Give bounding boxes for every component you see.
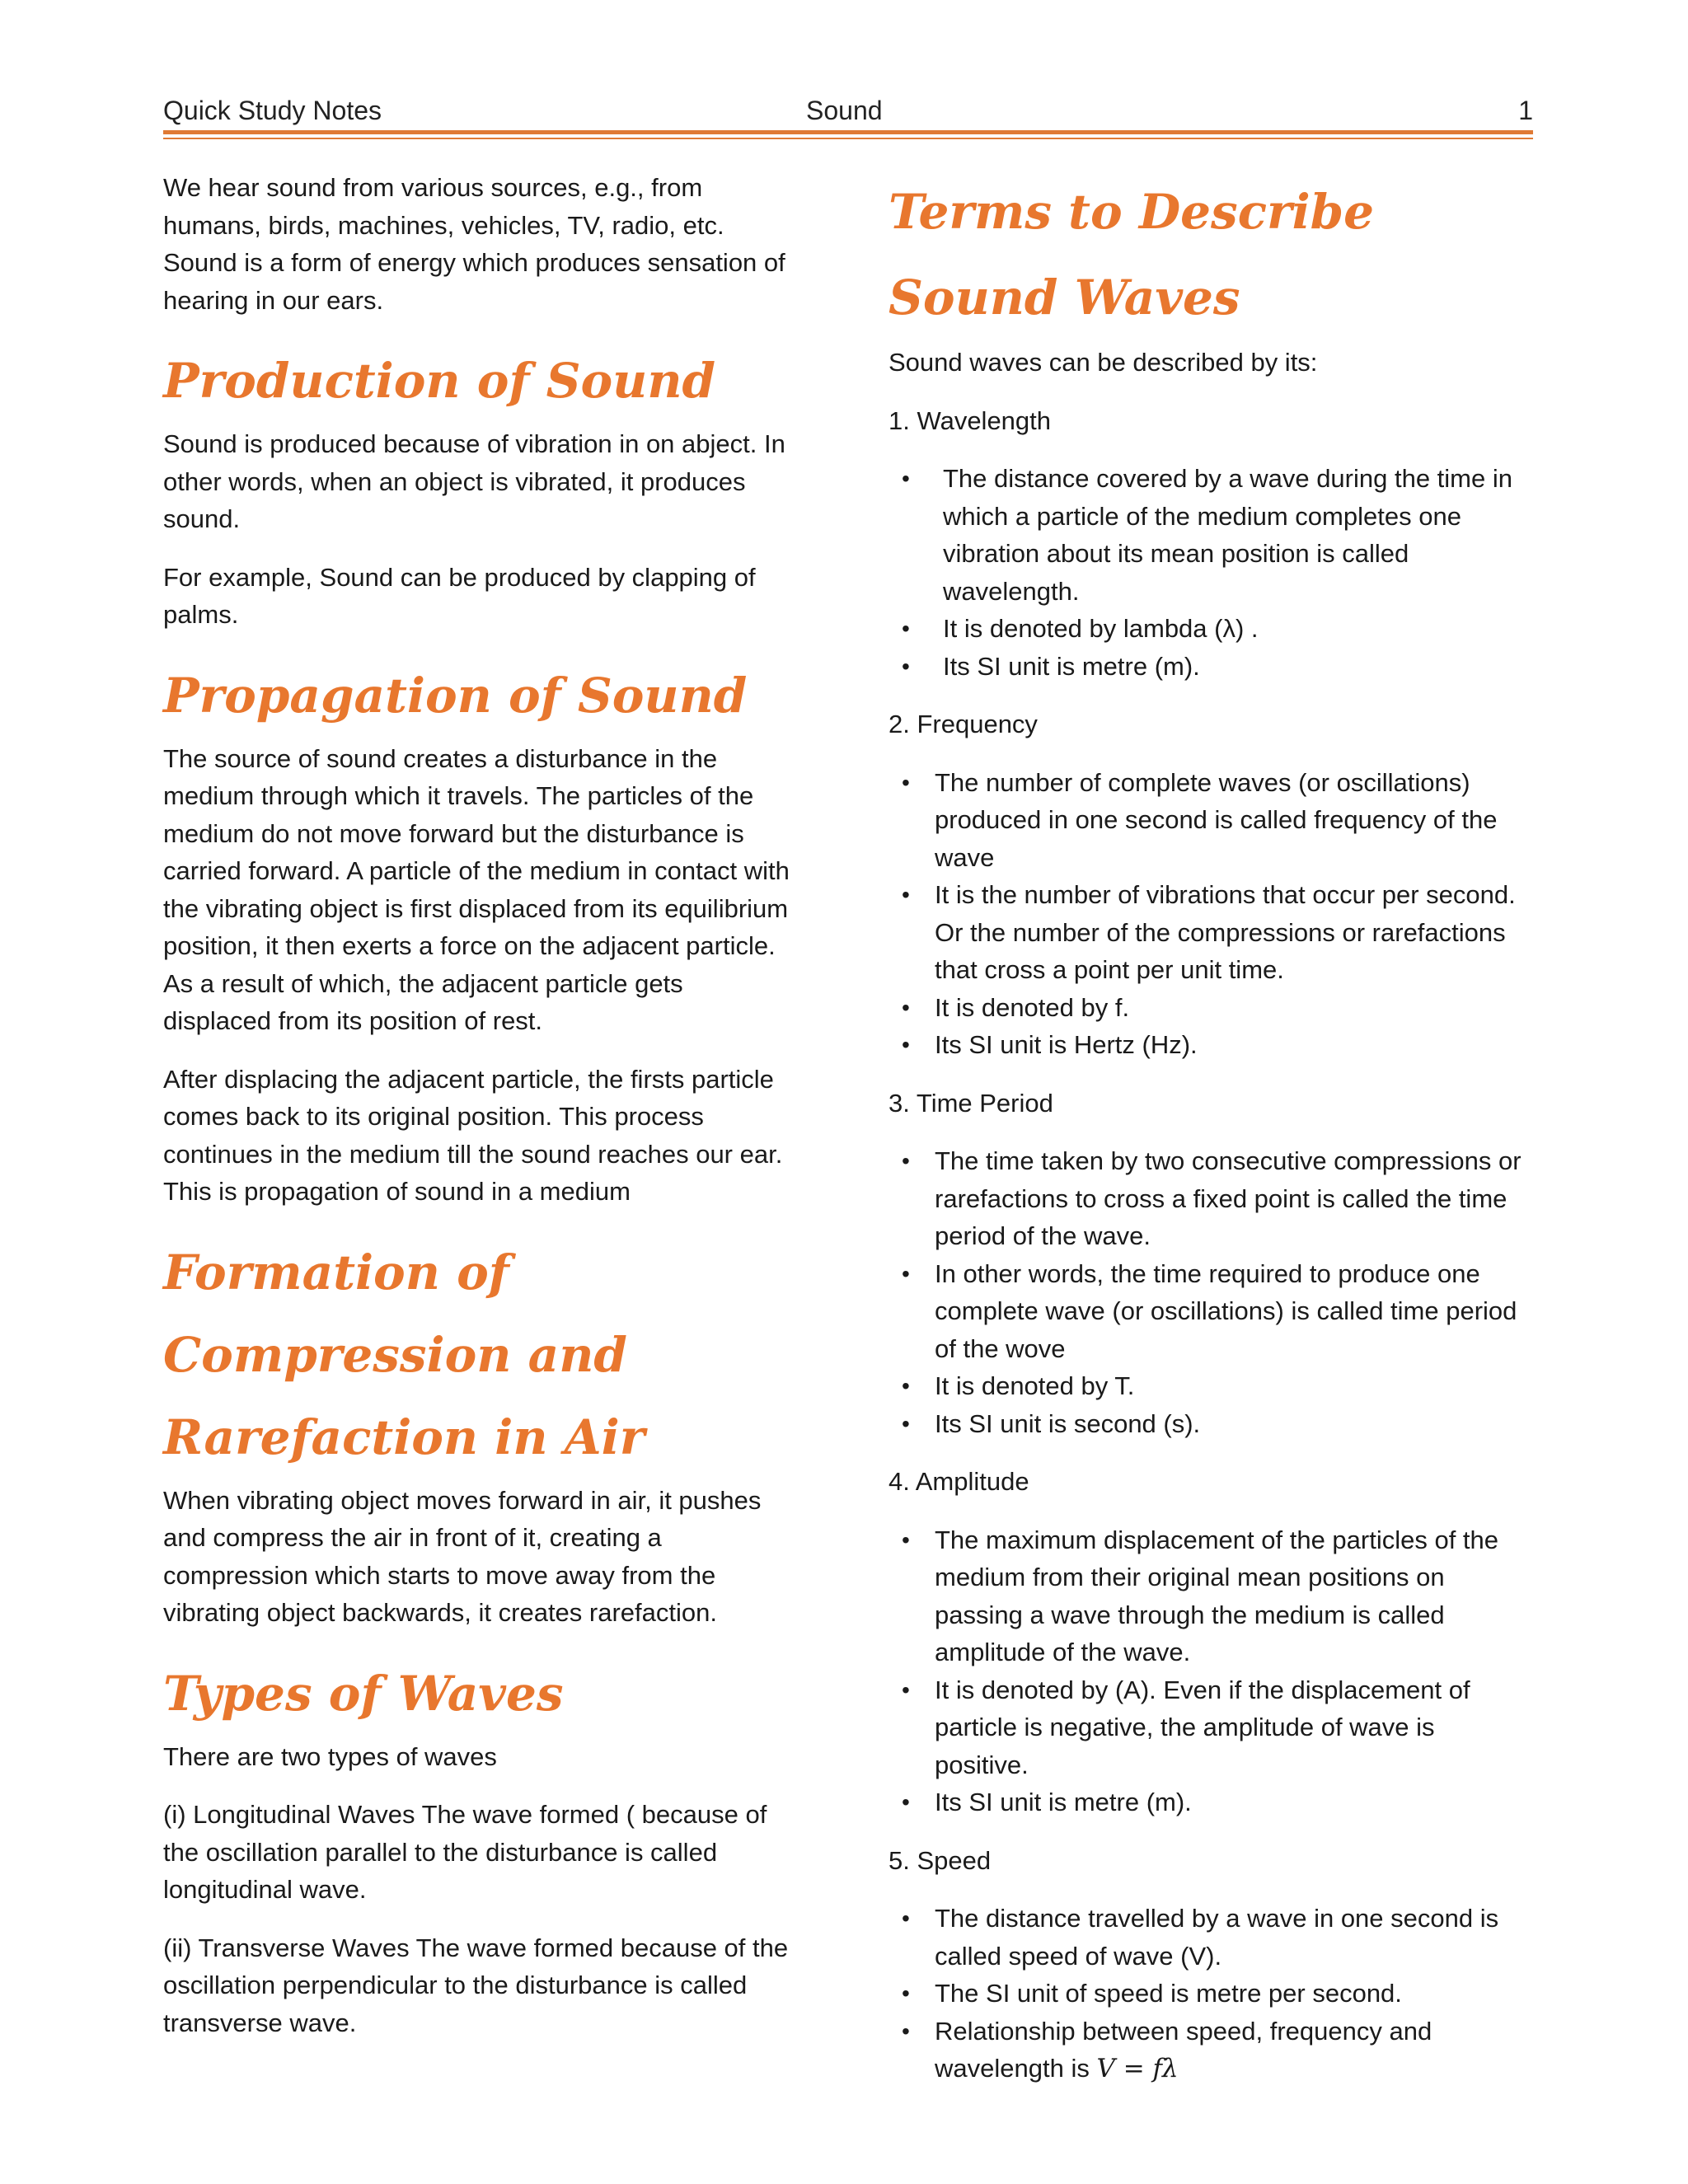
- bullet-icon: •: [902, 1676, 910, 1703]
- list-item: • Its SI unit is metre (m).: [889, 1783, 1531, 1821]
- term-wavelength-title: 1. Wavelength: [889, 405, 1052, 435]
- heading-propagation: Propagation of Sound: [163, 667, 748, 724]
- bullet-icon: •: [902, 1905, 910, 1931]
- bullet-icon: •: [902, 1373, 910, 1399]
- bullet-icon: •: [902, 1410, 910, 1436]
- terms-intro: Sound waves can be described by its:: [889, 348, 1318, 377]
- bullet-icon: •: [902, 2018, 910, 2044]
- amplitude-list: [889, 1521, 1531, 1821]
- formation-paragraph: When vibrating object moves forward in air, it pushes and compress the air in front of it, creating a compression which starts to move away from the vibrating object backwards, it creates rarefaction.: [163, 1485, 762, 1627]
- speed-list: [889, 1900, 1531, 2088]
- page-number: 1: [1518, 96, 1533, 125]
- list-item: • The maximum displacement of the particles of the medium from their original mean positions on passing a wave through the medium is called amplitude of the wave.: [889, 1521, 1531, 1671]
- production-paragraph-1: Sound is produced because of vibration in on abject. In other words, when an object is vibrated, it produces sound.: [163, 429, 785, 533]
- list-item: • It is denoted by T.: [889, 1367, 1531, 1405]
- bullet-icon: •: [902, 466, 910, 491]
- propagation-paragraph-1: The source of sound creates a disturbance in the medium through which it travels. The particles of the medium do not move forward but the disturbance is carried forward. A particle of the medium in contact with the vibrating object is first displaced from its equilibrium position, it then exerts a force on the adjacent particle. As a result of which, the adjacent particle gets displaced from its position of rest.: [163, 743, 790, 1035]
- intro-paragraph: We hear sound from various sources, e.g., from humans, birds, machines, vehicles, TV, radio, etc. Sound is a form of energy which produces sensation of hearing in our ears.: [163, 173, 785, 315]
- term-amplitude-title: 4. Amplitude: [889, 1467, 1029, 1496]
- bullet-icon: •: [902, 1789, 910, 1815]
- bullet-icon: •: [902, 1032, 910, 1057]
- period-list: [889, 1142, 1531, 1442]
- speed-formula: V = fλ: [1096, 2054, 1179, 2083]
- bullet-icon: •: [902, 1148, 910, 1174]
- heading-types: Types of Waves: [163, 1665, 564, 1722]
- term-period-title: 3. Time Period: [889, 1088, 1053, 1118]
- list-item: • It is denoted by (A). Even if the displacement of particle is negative, the amplitude of wave is positive.: [889, 1671, 1531, 1784]
- types-paragraph-3: (ii) Transverse Waves The wave formed because of the oscillation perpendicular to the disturbance is called transverse wave.: [163, 1933, 789, 2037]
- header-rule: [163, 130, 1533, 134]
- list-item: • Relationship between speed, frequency and wavelength is V = fλ: [889, 2013, 1531, 2088]
- frequency-list: [889, 764, 1531, 1064]
- bullet-icon: •: [902, 1260, 910, 1286]
- list-item: • The distance travelled by a wave in one second is called speed of wave (V).: [889, 1900, 1531, 1975]
- list-item: • Its SI unit is Hertz (Hz).: [889, 1026, 1531, 1064]
- bullet-icon: •: [902, 616, 910, 641]
- page-header: [163, 91, 1533, 132]
- bullet-icon: •: [902, 882, 910, 907]
- list-item: • The time taken by two consecutive compressions or rarefactions to cross a fixed point is called the time period of the wave.: [889, 1142, 1531, 1255]
- list-item: • Its SI unit is second (s).: [889, 1405, 1531, 1443]
- header-rule-thin: [163, 138, 1533, 139]
- bullet-icon: •: [902, 1980, 910, 2006]
- bullet-icon: •: [902, 653, 910, 679]
- header-title: Quick Study Notes: [163, 96, 382, 125]
- heading-formation: Formation of Compression and Rarefaction in Air: [163, 1244, 645, 1465]
- list-item: • Its SI unit is metre (m).: [889, 648, 1531, 686]
- list-item: • It is denoted by f.: [889, 989, 1531, 1027]
- list-item: • The distance covered by a wave during the time in which a particle of the medium completes one vibration about its mean position is called wavelength.: [889, 460, 1531, 610]
- bullet-icon: •: [902, 994, 910, 1020]
- list-item: • It is denoted by lambda (λ) .: [889, 610, 1531, 648]
- left-column: [163, 169, 798, 2062]
- production-paragraph-2: For example, Sound can be produced by clapping of palms.: [163, 562, 756, 629]
- term-speed-title: 5. Speed: [889, 1845, 992, 1875]
- list-item: • It is the number of vibrations that occur per second. Or the number of the compressions or rarefactions that cross a point per unit time.: [889, 876, 1531, 989]
- header-topic: Sound: [806, 96, 883, 125]
- wavelength-list: [889, 460, 1531, 685]
- heading-terms: Terms to Describe Sound Waves: [889, 184, 1375, 326]
- types-paragraph-1: There are two types of waves: [163, 1741, 497, 1771]
- term-frequency-title: 2. Frequency: [889, 710, 1038, 738]
- heading-production: Production of Sound: [163, 353, 716, 409]
- bullet-icon: •: [902, 769, 910, 795]
- list-item: • The number of complete waves (or oscillations) produced in one second is called frequency of the wave: [889, 764, 1531, 877]
- list-item: • In other words, the time required to produce one complete wave (or oscillations) is called time period of the wove: [889, 1255, 1531, 1368]
- propagation-paragraph-2: After displacing the adjacent particle, the firsts particle comes back to its original position. This process continues in the medium till the sound reaches our ear. This is propagation of sound in a medium: [163, 1064, 783, 1206]
- right-column: [889, 169, 1531, 2109]
- list-item: • The SI unit of speed is metre per second.: [889, 1975, 1531, 2013]
- bullet-icon: •: [902, 1526, 910, 1553]
- types-paragraph-2: (i) Longitudinal Waves The wave formed ( because of the oscillation parallel to the disturbance is called longitudinal wave.: [163, 1800, 767, 1904]
